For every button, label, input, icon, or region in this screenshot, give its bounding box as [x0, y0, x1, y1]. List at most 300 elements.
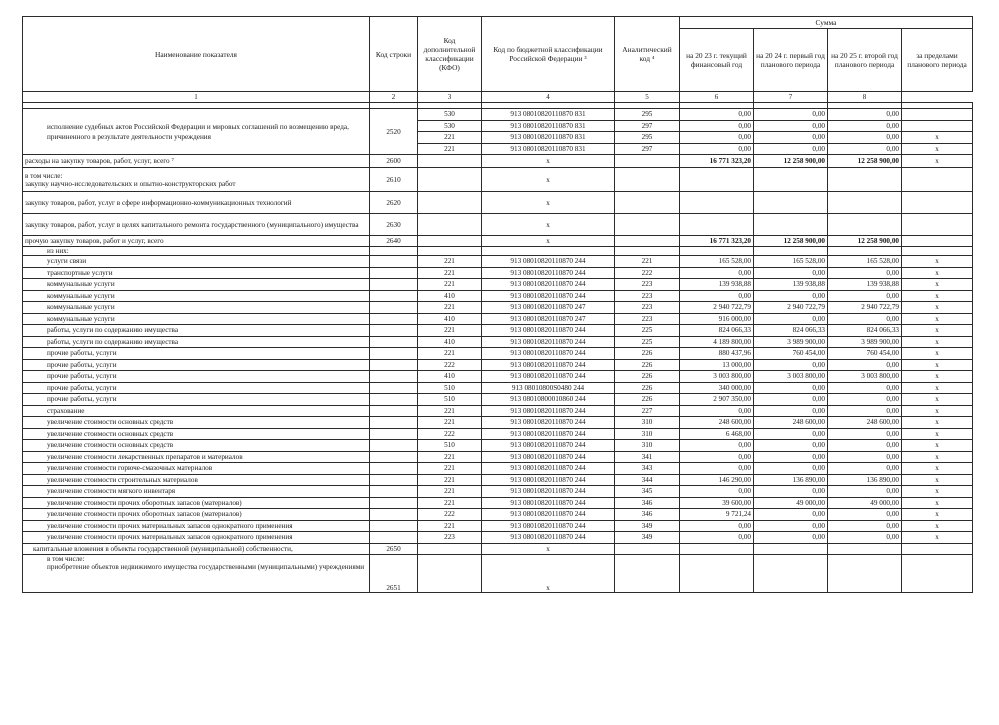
row-beyond: x — [902, 417, 973, 429]
row-year2: 0,00 — [754, 509, 828, 521]
row-kfo: 221 — [418, 405, 482, 417]
row-year1: 0,00 — [680, 486, 754, 498]
table-row — [23, 279, 973, 291]
row-year3: 0,00 — [828, 532, 902, 544]
row-year1: 16 771 323,20 — [680, 236, 754, 247]
row-analytic: 349 — [615, 520, 680, 532]
row-kfo: 221 — [418, 417, 482, 429]
table-row — [23, 348, 973, 360]
row-court — [23, 109, 973, 121]
row-kbk: 913 08010820110870 244 — [482, 532, 615, 544]
table-row — [23, 405, 973, 417]
header-kfo: Код дополнительной классификации (КФО) — [418, 17, 482, 92]
row-year1: 139 938,88 — [680, 279, 754, 291]
row-analytic: 346 — [615, 509, 680, 521]
row-code — [370, 428, 418, 440]
header-year-second: на 20 25 г. второй год планового периода — [828, 29, 902, 92]
row-analytic: 223 — [615, 302, 680, 314]
row-kfo: 221 — [418, 474, 482, 486]
row-kbk: 913 08010820110870 244 — [482, 359, 615, 371]
header-year-current: на 20 23 г. текущий финансовый год — [680, 29, 754, 92]
row-kfo: 222 — [418, 359, 482, 371]
header-kbk: Код по бюджетной классификации Российской Федерации ³ — [482, 17, 615, 92]
row-court-name: исполнение судебных актов Российской Федерации и мировых соглашений по возмещению вреда, причиненного в результате деятельности учреждения — [23, 109, 370, 155]
row-kfo: 221 — [418, 520, 482, 532]
row-name: увеличение стоимости горюче-смазочных материалов — [23, 463, 370, 475]
row-code — [370, 394, 418, 406]
row-beyond — [902, 109, 973, 121]
row-kbk: 913 08010820110870 244 — [482, 474, 615, 486]
row-year1: 0,00 — [680, 463, 754, 475]
row-beyond: x — [902, 325, 973, 337]
row-year1: 880 437,96 — [680, 348, 754, 360]
row-year1: 0,00 — [680, 440, 754, 452]
row-kfo: 221 — [418, 267, 482, 279]
row-name: коммунальные услуги — [23, 302, 370, 314]
row-code — [370, 336, 418, 348]
row-kfo: 510 — [418, 440, 482, 452]
col-number: 7 — [754, 92, 828, 103]
row-kbk: 913 08010820110870 244 — [482, 405, 615, 417]
row-kbk: 913 08010820110870 244 — [482, 440, 615, 452]
row-code — [370, 267, 418, 279]
row-year2: 49 000,00 — [754, 497, 828, 509]
row-analytic: 225 — [615, 325, 680, 337]
row-analytic: 310 — [615, 417, 680, 429]
row-year1: 9 721,24 — [680, 509, 754, 521]
row-year1: 916 000,00 — [680, 313, 754, 325]
row-year1: 0,00 — [680, 451, 754, 463]
row-analytic: 227 — [615, 405, 680, 417]
row-kfo: 221 — [418, 497, 482, 509]
row-kfo: 221 — [418, 256, 482, 268]
row-analytic: 297 — [615, 143, 680, 155]
row-year2: 139 938,88 — [754, 279, 828, 291]
row-name: увеличение стоимости прочих материальных запасов однократного применения — [23, 520, 370, 532]
row-kbk: 913 08010800S0480 244 — [482, 382, 615, 394]
row-kfo: 223 — [418, 532, 482, 544]
row-kbk: x — [482, 168, 615, 192]
row-code — [370, 520, 418, 532]
row-code — [370, 382, 418, 394]
row-kbk: 913 08010820110870 244 — [482, 520, 615, 532]
row-kfo: 410 — [418, 290, 482, 302]
row-analytic: 223 — [615, 313, 680, 325]
row-prefix: из них: — [23, 247, 370, 256]
row-kbk: 913 08010820110870 244 — [482, 451, 615, 463]
row-year3: 0,00 — [828, 463, 902, 475]
table-row — [23, 532, 973, 544]
row-2600 — [23, 155, 973, 168]
row-year2: 165 528,00 — [754, 256, 828, 268]
row-year1: 248 600,00 — [680, 417, 754, 429]
table-row — [23, 336, 973, 348]
row-2620 — [23, 192, 973, 214]
row-beyond: x — [902, 336, 973, 348]
row-code — [370, 359, 418, 371]
row-2650 — [23, 543, 973, 554]
table-row — [23, 520, 973, 532]
row-code — [370, 313, 418, 325]
row-name: коммунальные услуги — [23, 279, 370, 291]
row-beyond: x — [902, 428, 973, 440]
row-year2: 0,00 — [754, 359, 828, 371]
row-code: 2630 — [370, 214, 418, 236]
table-row — [23, 451, 973, 463]
row-year1: 0,00 — [680, 120, 754, 132]
row-of-which — [23, 247, 973, 256]
row-year3: 139 938,88 — [828, 279, 902, 291]
row-year3: 0,00 — [828, 428, 902, 440]
header-year-first: на 20 24 г. первый год планового периода — [754, 29, 828, 92]
row-kfo: 410 — [418, 336, 482, 348]
row-year2: 0,00 — [754, 109, 828, 121]
table-row — [23, 256, 973, 268]
row-beyond: x — [902, 497, 973, 509]
row-year2: 0,00 — [754, 440, 828, 452]
row-code — [370, 279, 418, 291]
row-code — [370, 325, 418, 337]
row-beyond: x — [902, 520, 973, 532]
row-beyond: x — [902, 267, 973, 279]
row-name: работы, услуги по содержанию имущества — [23, 336, 370, 348]
col-number: 1 — [23, 92, 370, 103]
row-analytic: 344 — [615, 474, 680, 486]
row-beyond: x — [902, 532, 973, 544]
row-year3: 0,00 — [828, 451, 902, 463]
row-name: коммунальные услуги — [23, 290, 370, 302]
row-year3: 165 528,00 — [828, 256, 902, 268]
row-analytic: 343 — [615, 463, 680, 475]
row-kfo: 221 — [418, 302, 482, 314]
row-code — [370, 532, 418, 544]
row-kbk: x — [482, 214, 615, 236]
row-year3: 0,00 — [828, 109, 902, 121]
row-year3: 3 003 800,00 — [828, 371, 902, 383]
row-beyond: x — [902, 155, 973, 168]
table-row — [23, 359, 973, 371]
header-name: Наименование показателя — [23, 17, 370, 92]
row-kbk: 913 08010820110870 244 — [482, 267, 615, 279]
row-analytic: 225 — [615, 336, 680, 348]
row-kbk: 913 08010820110870 244 — [482, 336, 615, 348]
table-row — [23, 497, 973, 509]
row-kfo: 222 — [418, 509, 482, 521]
row-code: 2600 — [370, 155, 418, 168]
row-code — [370, 440, 418, 452]
row-year1: 0,00 — [680, 520, 754, 532]
row-analytic: 310 — [615, 440, 680, 452]
row-year2: 0,00 — [754, 267, 828, 279]
row-code: 2650 — [370, 543, 418, 554]
row-beyond: x — [902, 371, 973, 383]
row-year2: 248 600,00 — [754, 417, 828, 429]
row-beyond — [902, 120, 973, 132]
col-number: 8 — [828, 92, 902, 103]
row-kbk: 913 08010820110870 244 — [482, 256, 615, 268]
row-year2: 0,00 — [754, 132, 828, 144]
row-year1: 165 528,00 — [680, 256, 754, 268]
row-code — [370, 497, 418, 509]
row-name: увеличение стоимости прочих оборотных запасов (материалов) — [23, 509, 370, 521]
row-year2: 0,00 — [754, 520, 828, 532]
table-row — [23, 290, 973, 302]
col-number: 4 — [482, 92, 615, 103]
row-court-code: 2520 — [370, 109, 418, 155]
row-year3: 0,00 — [828, 382, 902, 394]
row-code — [370, 509, 418, 521]
row-name: прочие работы, услуги — [23, 371, 370, 383]
row-year1: 6 468,00 — [680, 428, 754, 440]
row-year1: 0,00 — [680, 405, 754, 417]
row-year3: 0,00 — [828, 520, 902, 532]
row-analytic: 295 — [615, 132, 680, 144]
table-row — [23, 325, 973, 337]
table-row — [23, 267, 973, 279]
row-year2: 0,00 — [754, 451, 828, 463]
row-2640 — [23, 236, 973, 247]
row-code — [370, 417, 418, 429]
row-beyond: x — [902, 394, 973, 406]
row-code: 2610 — [370, 168, 418, 192]
row-code: 2640 — [370, 236, 418, 247]
row-kbk: 913 08010820110870 244 — [482, 348, 615, 360]
row-year2: 0,00 — [754, 382, 828, 394]
row-analytic: 345 — [615, 486, 680, 498]
row-analytic: 226 — [615, 382, 680, 394]
row-year3: 760 454,00 — [828, 348, 902, 360]
row-year3: 0,00 — [828, 143, 902, 155]
row-year1: 39 600,00 — [680, 497, 754, 509]
row-analytic: 295 — [615, 109, 680, 121]
row-2610 — [23, 168, 973, 192]
row-code — [370, 371, 418, 383]
row-code: 2651 — [370, 554, 418, 592]
row-beyond: x — [902, 290, 973, 302]
row-year1: 16 771 323,20 — [680, 155, 754, 168]
row-year2: 0,00 — [754, 313, 828, 325]
row-name: прочие работы, услуги — [23, 394, 370, 406]
row-kbk: 913 08010820110870 244 — [482, 325, 615, 337]
row-year3: 248 600,00 — [828, 417, 902, 429]
row-year2: 12 258 900,00 — [754, 236, 828, 247]
row-year3: 824 066,33 — [828, 325, 902, 337]
row-kfo: 221 — [418, 279, 482, 291]
table-row — [23, 371, 973, 383]
row-year3: 0,00 — [828, 359, 902, 371]
row-kbk: 913 08010820110870 244 — [482, 417, 615, 429]
row-year1: 4 189 800,00 — [680, 336, 754, 348]
row-analytic: 226 — [615, 348, 680, 360]
row-beyond: x — [902, 509, 973, 521]
col-number: 3 — [418, 92, 482, 103]
row-analytic: 222 — [615, 267, 680, 279]
row-analytic: 310 — [615, 428, 680, 440]
row-kbk: 913 08010820110870 244 — [482, 486, 615, 498]
header-code: Код строки — [370, 17, 418, 92]
row-name: прочую закупку товаров, работ и услуг, всего — [23, 236, 370, 247]
row-kfo: 510 — [418, 382, 482, 394]
row-year3: 12 258 900,00 — [828, 236, 902, 247]
row-year3: 0,00 — [828, 267, 902, 279]
row-beyond: x — [902, 132, 973, 144]
row-year1: 2 907 350,00 — [680, 394, 754, 406]
row-name: капитальные вложения в объекты государственной (муниципальной) собственности, — [23, 543, 370, 554]
row-year2: 0,00 — [754, 143, 828, 155]
row-year2: 0,00 — [754, 394, 828, 406]
row-year2: 0,00 — [754, 463, 828, 475]
row-kbk: 913 08010820110870 831 — [482, 143, 615, 155]
row-name: расходы на закупку товаров, работ, услуг, всего ⁷ — [23, 155, 370, 168]
row-year3: 0,00 — [828, 509, 902, 521]
row-year2: 0,00 — [754, 120, 828, 132]
row-code — [370, 463, 418, 475]
row-kbk: 913 08010820110870 244 — [482, 463, 615, 475]
row-year3: 0,00 — [828, 394, 902, 406]
table-row — [23, 463, 973, 475]
row-name: увеличение стоимости основных средств — [23, 428, 370, 440]
header-sum: Сумма — [680, 17, 973, 29]
row-beyond: x — [902, 348, 973, 360]
row-name: увеличение стоимости прочих оборотных запасов (материалов) — [23, 497, 370, 509]
row-beyond: x — [902, 302, 973, 314]
row-year3: 0,00 — [828, 120, 902, 132]
row-name: прочие работы, услуги — [23, 348, 370, 360]
row-name: приобретение объектов недвижимого имущества государственными (муниципальными) учреждениями — [47, 562, 365, 571]
row-name: прочие работы, услуги — [23, 382, 370, 394]
row-name: страхование — [23, 405, 370, 417]
row-beyond: x — [902, 359, 973, 371]
row-year2: 0,00 — [754, 290, 828, 302]
row-year2: 760 454,00 — [754, 348, 828, 360]
row-year3: 49 000,00 — [828, 497, 902, 509]
row-analytic: 223 — [615, 279, 680, 291]
row-beyond: x — [902, 382, 973, 394]
row-name: увеличение стоимости строительных материалов — [23, 474, 370, 486]
table-row — [23, 313, 973, 325]
row-2651 — [23, 554, 973, 592]
row-year2: 136 890,00 — [754, 474, 828, 486]
row-year2: 0,00 — [754, 405, 828, 417]
row-year1: 0,00 — [680, 109, 754, 121]
row-year2: 3 003 800,00 — [754, 371, 828, 383]
row-year1: 0,00 — [680, 532, 754, 544]
row-kbk: 913 08010820110870 244 — [482, 279, 615, 291]
budget-table — [22, 16, 973, 593]
col-number: 2 — [370, 92, 418, 103]
row-year3: 3 989 900,00 — [828, 336, 902, 348]
row-beyond: x — [902, 440, 973, 452]
row-beyond: x — [902, 143, 973, 155]
budget-table-sheet — [22, 16, 972, 593]
row-year2: 12 258 900,00 — [754, 155, 828, 168]
row-analytic: 341 — [615, 451, 680, 463]
row-kfo: 510 — [418, 394, 482, 406]
row-year2: 0,00 — [754, 486, 828, 498]
row-beyond: x — [902, 313, 973, 325]
row-kbk: 913 08010820110870 244 — [482, 371, 615, 383]
row-beyond: x — [902, 451, 973, 463]
row-name: закупку товаров, работ, услуг в целях капитального ремонта государственного (муниципального) имущества — [23, 214, 370, 236]
row-beyond: x — [902, 279, 973, 291]
row-beyond: x — [902, 463, 973, 475]
row-kbk: x — [482, 543, 615, 554]
row-code — [370, 290, 418, 302]
row-analytic: 223 — [615, 290, 680, 302]
row-name: закупку товаров, работ, услуг в сфере информационно-коммуникационных технологий — [23, 192, 370, 214]
row-analytic: 226 — [615, 359, 680, 371]
row-analytic: 297 — [615, 120, 680, 132]
row-year2: 3 989 900,00 — [754, 336, 828, 348]
row-name: услуги связи — [23, 256, 370, 268]
row-beyond: x — [902, 474, 973, 486]
row-kbk: 913 08010820110870 244 — [482, 509, 615, 521]
row-code — [370, 405, 418, 417]
header-analytic: Аналитический код ⁴ — [615, 17, 680, 92]
row-name: работы, услуги по содержанию имущества — [23, 325, 370, 337]
row-kbk: 913 08010800010860 244 — [482, 394, 615, 406]
row-kbk: 913 08010820110870 831 — [482, 109, 615, 121]
row-year1: 2 940 722,79 — [680, 302, 754, 314]
table-row — [23, 302, 973, 314]
row-2630 — [23, 214, 973, 236]
row-prefix: в том числе: — [25, 171, 63, 180]
row-name: увеличение стоимости мягкого инвентаря — [23, 486, 370, 498]
col-number: 6 — [680, 92, 754, 103]
table-row — [23, 486, 973, 498]
row-code — [370, 256, 418, 268]
row-year1: 0,00 — [680, 143, 754, 155]
row-year1: 13 000,00 — [680, 359, 754, 371]
row-kbk: 913 08010820110870 244 — [482, 497, 615, 509]
header-beyond: за пределами планового периода — [902, 29, 973, 92]
row-kfo: 221 — [418, 132, 482, 144]
row-analytic: 346 — [615, 497, 680, 509]
table-row — [23, 474, 973, 486]
row-year3: 12 258 900,00 — [828, 155, 902, 168]
table-row — [23, 428, 973, 440]
row-year3: 0,00 — [828, 405, 902, 417]
row-name: увеличение стоимости прочих материальных запасов однократного применения — [23, 532, 370, 544]
row-kfo: 221 — [418, 486, 482, 498]
row-name: коммунальные услуги — [23, 313, 370, 325]
row-kfo: 530 — [418, 109, 482, 121]
row-year1: 340 000,00 — [680, 382, 754, 394]
row-analytic: 349 — [615, 532, 680, 544]
row-name: увеличение стоимости основных средств — [23, 440, 370, 452]
row-kfo: 530 — [418, 120, 482, 132]
row-year1: 146 290,00 — [680, 474, 754, 486]
row-year1: 824 066,33 — [680, 325, 754, 337]
row-code: 2620 — [370, 192, 418, 214]
row-kbk: x — [482, 192, 615, 214]
row-kbk: 913 08010820110870 831 — [482, 132, 615, 144]
row-year1: 0,00 — [680, 290, 754, 302]
row-year1: 0,00 — [680, 132, 754, 144]
row-kbk: x — [482, 236, 615, 247]
row-year3: 0,00 — [828, 313, 902, 325]
row-kfo: 221 — [418, 451, 482, 463]
table-row — [23, 509, 973, 521]
row-year3: 0,00 — [828, 440, 902, 452]
row-name: увеличение стоимости основных средств — [23, 417, 370, 429]
row-kbk: 913 08010820110870 244 — [482, 290, 615, 302]
row-kfo: 410 — [418, 313, 482, 325]
row-kfo: 221 — [418, 348, 482, 360]
row-year2: 0,00 — [754, 532, 828, 544]
row-code — [370, 451, 418, 463]
row-year3: 2 940 722,79 — [828, 302, 902, 314]
